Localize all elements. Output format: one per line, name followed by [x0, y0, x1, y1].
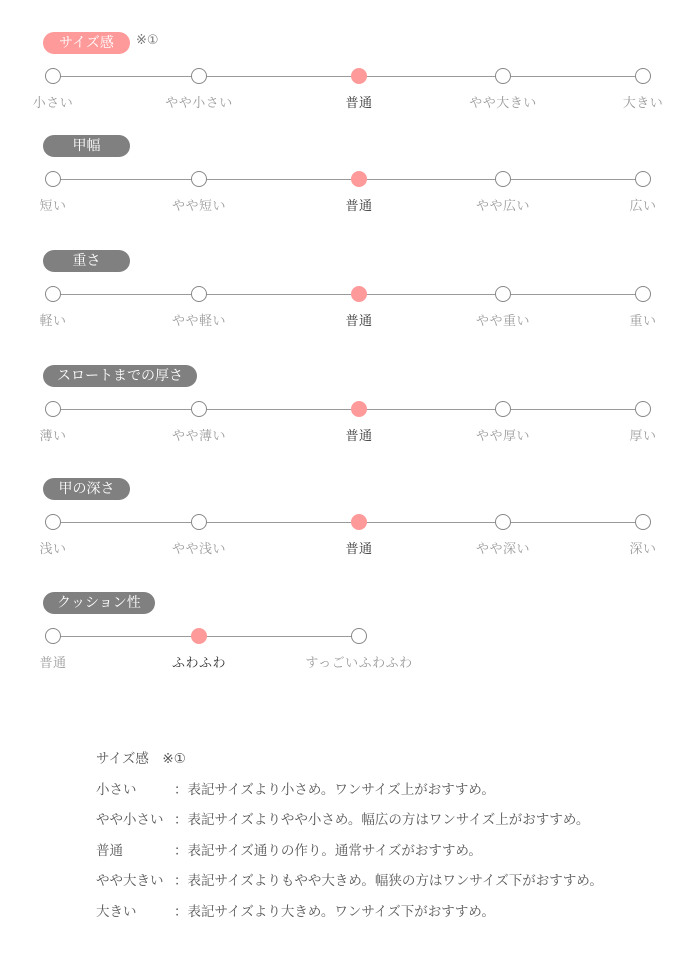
scale-label: やや小さい: [165, 96, 233, 111]
scale-dot: [191, 68, 207, 84]
legend-heading: サイズ感 ※①: [96, 751, 186, 767]
scale-dot: [45, 286, 61, 302]
scale-label: 普通: [345, 199, 373, 214]
scale-dot: [635, 68, 651, 84]
section-title-pill: スロートまでの厚さ: [43, 365, 197, 387]
scale-label: 薄い: [39, 429, 67, 444]
scale-label: やや大きい: [469, 96, 537, 111]
section-title-pill: クッション性: [43, 592, 155, 614]
scale-line: [53, 522, 643, 523]
legend-row-small: [96, 779, 603, 810]
legend-term: 大きい: [96, 903, 137, 920]
size-legend: [96, 748, 603, 931]
scale-line: [53, 179, 643, 180]
scale-label: 普通: [345, 314, 373, 329]
scale-label: やや厚い: [475, 429, 531, 444]
scale-label: やや短い: [171, 199, 227, 214]
scale-label: 浅い: [39, 542, 67, 557]
section-note: ※①: [136, 33, 159, 48]
scale-dot: [635, 401, 651, 417]
scale-line: [53, 409, 643, 410]
scale-label: やや軽い: [171, 314, 227, 329]
legend-desc: ：表記サイズよりもやや大きめ。幅狭の方はワンサイズ下がおすすめ。: [174, 873, 603, 889]
legend-desc: ：表記サイズより小さめ。ワンサイズ上がおすすめ。: [174, 781, 495, 798]
scale-dot: [635, 514, 651, 530]
section-weight: [0, 250, 700, 340]
scale-label: 大きい: [622, 96, 664, 111]
scale-dot-selected: [351, 514, 367, 530]
scale-label: やや深い: [475, 542, 531, 557]
scale-dot: [191, 514, 207, 530]
legend-row-slightly-large: [96, 870, 603, 901]
legend-row-large: [96, 901, 603, 932]
scale-dot: [191, 171, 207, 187]
scale-label: 普通: [39, 656, 67, 671]
section-title-pill: 甲の深さ: [43, 478, 130, 500]
scale-label: やや薄い: [171, 429, 227, 444]
scale-dot: [495, 171, 511, 187]
scale-line: [53, 76, 643, 77]
scale-dot: [191, 401, 207, 417]
scale-label: 深い: [629, 542, 657, 557]
legend-row-slightly-small: [96, 809, 603, 840]
section-width: [0, 135, 700, 225]
scale-label: 普通: [345, 542, 373, 557]
scale-label: ふわふわ: [171, 656, 227, 671]
section-title-pill: 甲幅: [43, 135, 130, 157]
scale-dot: [45, 628, 61, 644]
scale-dot: [495, 514, 511, 530]
scale-line: [53, 294, 643, 295]
scale-label: やや広い: [475, 199, 531, 214]
scale-dot: [45, 171, 61, 187]
scale-dot: [495, 68, 511, 84]
legend-desc: ：表記サイズよりやや小さめ。幅広の方はワンサイズ上がおすすめ。: [174, 812, 590, 828]
scale-dot-selected: [351, 401, 367, 417]
scale-dot: [495, 286, 511, 302]
legend-term: 小さい: [96, 781, 137, 798]
scale-label: 小さい: [32, 96, 74, 111]
scale-dot: [45, 68, 61, 84]
legend-desc: ：表記サイズより大きめ。ワンサイズ下がおすすめ。: [174, 903, 495, 920]
scale-label: 軽い: [39, 314, 67, 329]
section-instep: [0, 478, 700, 568]
legend-term: やや大きい: [96, 873, 164, 889]
scale-label: 重い: [629, 314, 657, 329]
scale-label: 広い: [629, 199, 657, 214]
scale-dot: [495, 401, 511, 417]
legend-term: やや小さい: [96, 812, 164, 828]
scale-dot: [635, 171, 651, 187]
scale-label: 短い: [39, 199, 67, 214]
scale-dot: [45, 401, 61, 417]
section-throat: [0, 365, 700, 455]
legend-desc: ：表記サイズ通りの作り。通常サイズがおすすめ。: [174, 842, 482, 859]
scale-dot-selected: [191, 628, 207, 644]
scale-dot: [45, 514, 61, 530]
section-cushion: [0, 592, 700, 682]
scale-label: 厚い: [629, 429, 657, 444]
scale-label: やや浅い: [171, 542, 227, 557]
legend-row-normal: [96, 840, 603, 871]
scale-label: やや重い: [475, 314, 531, 329]
scale-label: すっごいふわふわ: [305, 656, 413, 671]
scale-dot: [351, 628, 367, 644]
legend-term: 普通: [96, 842, 123, 859]
scale-label: 普通: [345, 96, 373, 111]
scale-label: 普通: [345, 429, 373, 444]
scale-dot-selected: [351, 171, 367, 187]
section-title-pill: 重さ: [43, 250, 130, 272]
scale-dot-selected: [351, 286, 367, 302]
section-size: [0, 32, 700, 122]
section-title-pill: サイズ感: [43, 32, 130, 54]
scale-dot: [635, 286, 651, 302]
scale-dot-selected: [351, 68, 367, 84]
scale-dot: [191, 286, 207, 302]
